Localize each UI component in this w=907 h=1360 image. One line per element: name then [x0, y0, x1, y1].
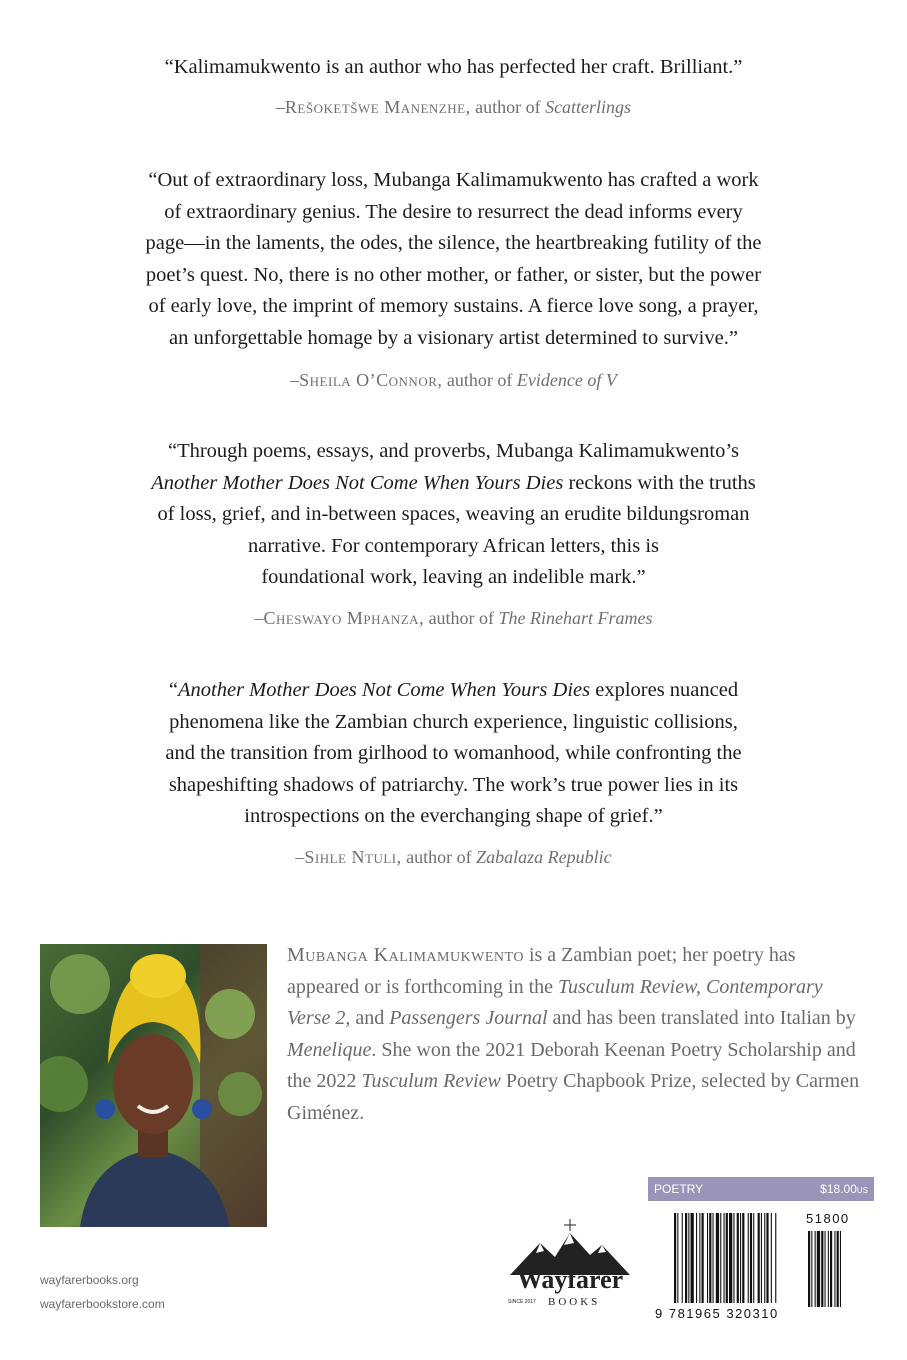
blurb-2-line: of early love, the imprint of memory sustains. A fierce love song, a prayer,: [148, 295, 759, 317]
blurb-3-line: narrative. For contemporary African letters, this is: [247, 534, 659, 557]
category-label: POETRY: [654, 1182, 704, 1196]
blurb-3-quote: [100, 436, 807, 594]
barcode-bar: [677, 1213, 678, 1303]
blurb-2-book: Evidence of V: [516, 370, 617, 390]
addon-bar: [840, 1231, 841, 1307]
barcode-bar: [688, 1213, 689, 1303]
publisher-urls: [40, 1268, 165, 1316]
bio-journal: Passengers Journal: [389, 1007, 548, 1029]
blurb-1-book: Scatterlings: [545, 97, 632, 117]
blurb-4-open-quote: “: [168, 679, 179, 701]
author-photo: [40, 944, 267, 1227]
barcode-bar: [709, 1213, 711, 1303]
barcode-bar: [740, 1213, 741, 1303]
addon-bar: [825, 1231, 826, 1307]
barcode-bar: [733, 1213, 734, 1303]
barcode-bar: [699, 1213, 700, 1303]
addon-bar: [821, 1231, 823, 1307]
url-website[interactable]: wayfarerbooks.org: [40, 1273, 139, 1287]
isbn-number: 9 781965 320310: [655, 1306, 779, 1321]
blurb-4-attribution: –Sihle Ntuli, author of Zabalaza Republic: [295, 847, 612, 867]
blurb-3-line: foundational work, leaving an indelible mark.”: [261, 566, 646, 588]
blurb-4-book-title: Another Mother Does Not Come When Yours Dies: [178, 679, 591, 701]
bio-journal: Tusculum Review: [361, 1070, 501, 1092]
barcode-bar: [753, 1213, 754, 1303]
barcode-bar: [758, 1213, 760, 1303]
blurb-2-line: poet’s quest. No, there is no other mother, or father, or sister, but the power: [145, 263, 762, 286]
barcode-bar: [724, 1213, 725, 1303]
barcode-bar: [766, 1213, 768, 1303]
blurb-1-attribution: –Rešoketšwe Manenzhe, author of Scatterlings: [275, 97, 632, 117]
addon-bar: [811, 1231, 812, 1307]
blurb-2-attribution: –Sheila O’Connor, author of Evidence of V: [290, 370, 617, 390]
bio-text: Poetry Chapbook Prize, selected by Carmen Giménez.: [287, 1070, 860, 1124]
addon-bar: [837, 1231, 839, 1307]
barcode-bar: [707, 1213, 708, 1303]
logo-since: SINCE 2017: [508, 1299, 536, 1305]
barcode-bar: [685, 1213, 687, 1303]
barcode-bar: [748, 1213, 749, 1303]
price-label: [820, 1182, 868, 1196]
blurb-4-line: [100, 675, 807, 707]
publisher-logo: [500, 1215, 640, 1315]
bio-journal: Contemporary Verse 2,: [287, 975, 823, 1029]
barcode-bar: [764, 1213, 765, 1303]
bio-journal: Menelique: [287, 1038, 372, 1061]
blurb-3-attribution: –Cheswayo Mphanza, author of The Rinehart Frames: [254, 608, 653, 628]
barcode-bar: [750, 1213, 752, 1303]
logo-wordmark: Wayfarer: [516, 1265, 624, 1294]
addon-number: 51800: [806, 1211, 850, 1226]
bio-text: . She won the 2021 Deborah Keenan Poetry Scholarship and the 2022: [287, 1038, 856, 1092]
blurb-3-line: of loss, grief, and in-between spaces, weaving an erudite bildungsroman: [157, 503, 750, 525]
addon-bar: [817, 1231, 820, 1307]
bio-text: and has been translated into Italian by: [547, 1007, 856, 1029]
blurb-3-author-of: author of: [428, 608, 495, 628]
barcode-bar: [682, 1213, 683, 1303]
blurb-4-author-of: author of: [406, 847, 472, 867]
barcode-bar: [702, 1213, 704, 1303]
barcode-bar: [761, 1213, 762, 1303]
barcode-bar: [696, 1213, 697, 1303]
barcode-bar: [720, 1213, 721, 1303]
price-currency: US: [856, 1186, 868, 1195]
url-store[interactable]: wayfarerbookstore.com: [40, 1297, 165, 1311]
blurb-2-line: of extraordinary genius. The desire to resurrect the dead informs every: [164, 200, 743, 223]
blurb-3-line-rest: reckons with the truths: [563, 471, 756, 494]
blurb-2-author: Sheila O’Connor,: [299, 370, 443, 390]
blurb-4-line-rest: explores nuanced: [590, 679, 739, 701]
addon-bar: [808, 1231, 810, 1307]
blurb-4-author: Sihle Ntuli,: [304, 847, 402, 867]
barcode-bar: [729, 1213, 732, 1303]
blurb-2-author-of: author of: [446, 370, 513, 390]
price-amount: $18.00: [820, 1182, 857, 1196]
addon-bar: [834, 1231, 835, 1307]
barcode-bar: [771, 1213, 772, 1303]
blurb-4-line: and the transition from girlhood to womanhood, while confronting the: [165, 742, 742, 764]
blurb-1-author: Rešoketšwe Manenzhe,: [284, 97, 471, 117]
blurb-2-line: page—in the laments, the odes, the silence, the heartbreaking futility of the: [145, 232, 762, 254]
blurb-4-book: Zabalaza Republic: [476, 847, 612, 867]
blurb-4-line: shapeshifting shadows of patriarchy. The work’s true power lies in its: [168, 773, 739, 796]
logo-books: BOOKS: [548, 1296, 601, 1308]
blurb-4-line: introspections on the everchanging shape of grief.”: [244, 805, 663, 827]
blurb-3-book: The Rinehart Frames: [498, 608, 653, 628]
barcode-bar: [691, 1213, 694, 1303]
bio-author-name: Mubanga Kalimamukwento: [287, 944, 524, 966]
blurb-3-book-title: Another Mother Does Not Come When Yours Dies: [151, 471, 564, 494]
blurb-4-line: phenomena like the Zambian church experience, linguistic collisions,: [169, 710, 738, 733]
addon-bar: [830, 1231, 832, 1307]
barcode-bar: [713, 1213, 714, 1303]
barcode-bar: [716, 1213, 719, 1303]
blurb-3-author: Cheswayo Mphanza,: [263, 608, 425, 628]
addon-bar: [815, 1231, 816, 1307]
blurb-3-line: “Through poems, essays, and proverbs, Mubanga Kalimamukwento’s: [167, 440, 740, 462]
blurb-1-quote: “Kalimamukwento is an author who has perfected her craft. Brilliant.”: [164, 56, 743, 78]
price-bar: [648, 1177, 874, 1201]
blurb-4-quote: [100, 675, 807, 833]
bio-text: is a Zambian poet; her poetry has appeared or is forthcoming in the: [287, 944, 796, 998]
barcode-bar: [674, 1213, 676, 1303]
blurb-2-quote: [100, 165, 807, 354]
blurb-1-author-of: author of: [475, 97, 541, 117]
blurb-2-line: an unforgettable homage by a visionary artist determined to survive.”: [169, 326, 738, 349]
barcode-bar: [742, 1213, 744, 1303]
barcode-bar: [775, 1213, 776, 1303]
addon-bar: [828, 1231, 829, 1307]
blurb-3-line: [100, 468, 807, 500]
blurb-2-line: “Out of extraordinary loss, Mubanga Kalimamukwento has crafted a work: [148, 169, 759, 191]
bio-text: and: [350, 1007, 390, 1029]
barcode-bar: [726, 1213, 728, 1303]
barcode-bar: [737, 1213, 739, 1303]
author-bio: [287, 940, 867, 1129]
bio-journal: Tusculum Review,: [558, 975, 701, 998]
